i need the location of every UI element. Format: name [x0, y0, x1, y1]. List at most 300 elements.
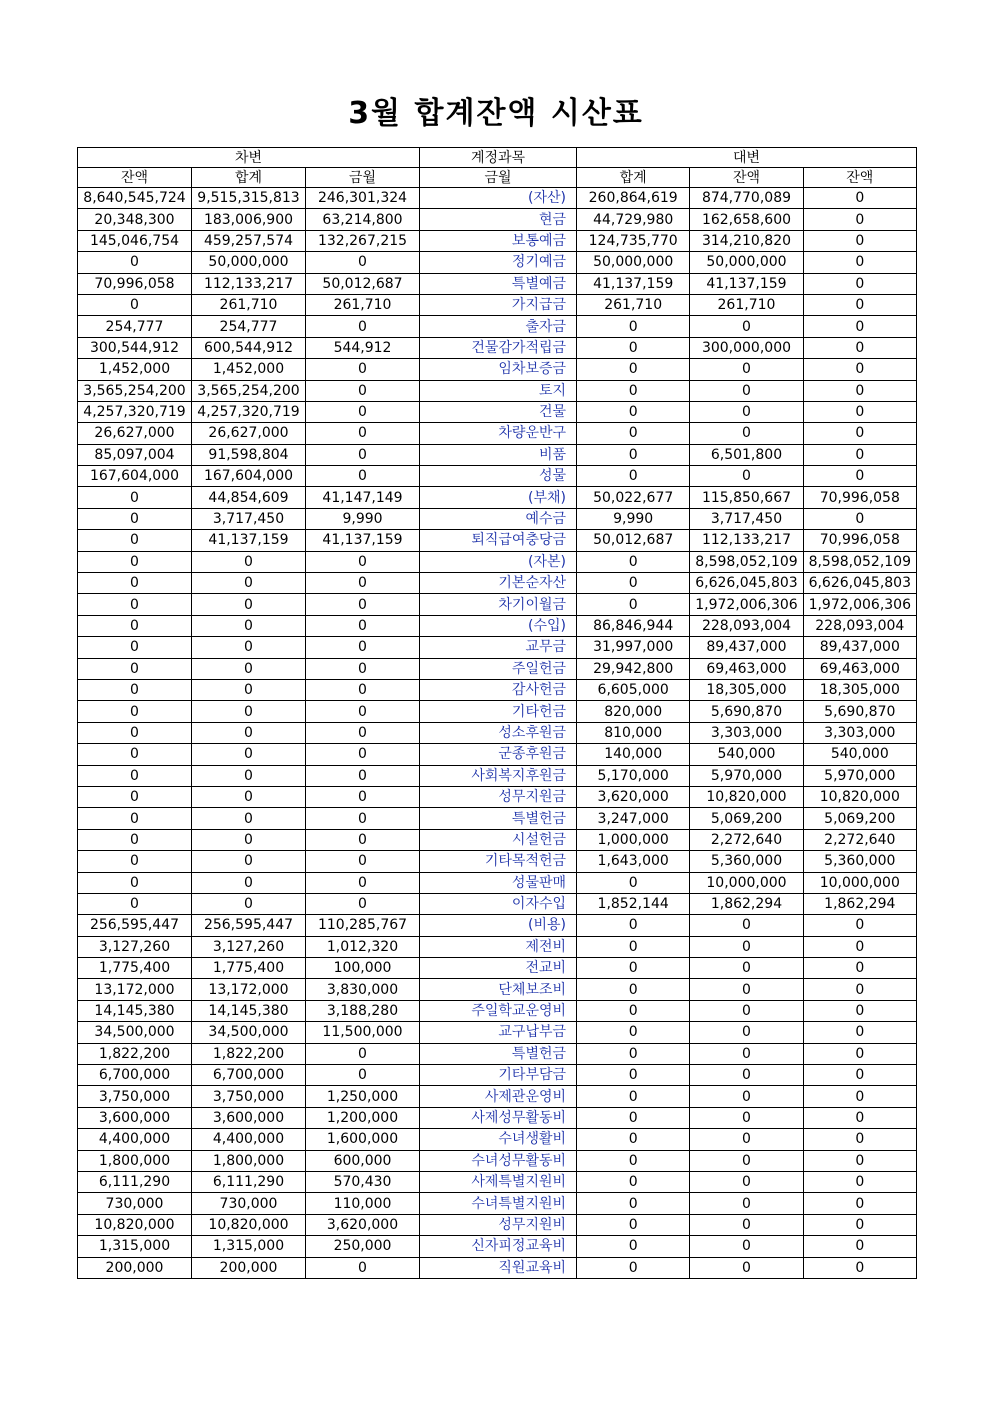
credit-total-cell: 0 — [577, 1086, 690, 1107]
table-row — [78, 423, 917, 444]
credit-col-balance: 잔액 — [690, 168, 803, 188]
debit-month-cell: 63,214,800 — [306, 209, 420, 230]
debit-total-cell: 112,133,217 — [192, 273, 306, 294]
credit-balance-cell: 0 — [690, 380, 803, 401]
table-row — [78, 958, 917, 979]
account-name-cell: 성물판매 — [420, 872, 577, 893]
table-row — [78, 936, 917, 957]
debit-col-total: 합계 — [192, 168, 306, 188]
account-name-cell: 직원교육비 — [420, 1257, 577, 1278]
credit-balance-cell: 0 — [690, 423, 803, 444]
debit-total-cell: 50,000,000 — [192, 252, 306, 273]
debit-month-cell: 1,012,320 — [306, 936, 420, 957]
credit-total-cell: 0 — [577, 423, 690, 444]
credit-total-cell: 3,620,000 — [577, 786, 690, 807]
debit-balance-cell: 1,452,000 — [78, 359, 192, 380]
debit-month-cell: 1,250,000 — [306, 1086, 420, 1107]
account-name-cell: 제전비 — [420, 936, 577, 957]
debit-total-cell: 10,820,000 — [192, 1214, 306, 1235]
debit-month-cell: 0 — [306, 829, 420, 850]
credit-balance-cell: 18,305,000 — [690, 679, 803, 700]
credit-total-cell: 1,643,000 — [577, 851, 690, 872]
table-row — [78, 701, 917, 722]
credit-balance-2-cell: 0 — [803, 915, 916, 936]
debit-balance-cell: 145,046,754 — [78, 230, 192, 251]
debit-month-cell: 0 — [306, 380, 420, 401]
debit-balance-cell: 200,000 — [78, 1257, 192, 1278]
table-row — [78, 915, 917, 936]
credit-balance-2-cell: 0 — [803, 1193, 916, 1214]
credit-balance-2-cell: 540,000 — [803, 744, 916, 765]
table-row — [78, 573, 917, 594]
credit-balance-cell: 1,972,006,306 — [690, 594, 803, 615]
credit-total-cell: 0 — [577, 1000, 690, 1021]
credit-balance-cell: 3,717,450 — [690, 508, 803, 529]
credit-balance-cell: 5,970,000 — [690, 765, 803, 786]
debit-balance-cell: 0 — [78, 851, 192, 872]
credit-total-cell: 3,247,000 — [577, 808, 690, 829]
credit-balance-cell: 1,862,294 — [690, 893, 803, 914]
credit-balance-cell: 540,000 — [690, 744, 803, 765]
debit-month-cell: 0 — [306, 765, 420, 786]
debit-total-cell: 0 — [192, 615, 306, 636]
credit-total-cell: 1,000,000 — [577, 829, 690, 850]
account-name-cell: 주일학교운영비 — [420, 1000, 577, 1021]
account-name-cell: 건물 — [420, 401, 577, 422]
credit-total-cell: 41,137,159 — [577, 273, 690, 294]
credit-balance-cell: 0 — [690, 466, 803, 487]
credit-balance-cell: 0 — [690, 915, 803, 936]
credit-total-cell: 260,864,619 — [577, 188, 690, 209]
debit-total-cell: 1,800,000 — [192, 1150, 306, 1171]
debit-total-cell: 730,000 — [192, 1193, 306, 1214]
account-name-cell: 교무금 — [420, 637, 577, 658]
debit-balance-cell: 167,604,000 — [78, 466, 192, 487]
account-name-cell: 이자수입 — [420, 893, 577, 914]
credit-balance-2-cell: 0 — [803, 401, 916, 422]
table-row — [78, 1214, 917, 1235]
credit-balance-cell: 5,069,200 — [690, 808, 803, 829]
credit-balance-2-cell: 0 — [803, 1129, 916, 1150]
debit-total-cell: 0 — [192, 573, 306, 594]
debit-month-cell: 0 — [306, 551, 420, 572]
account-name-cell: 가지급금 — [420, 294, 577, 315]
credit-total-cell: 0 — [577, 1129, 690, 1150]
debit-total-cell: 44,854,609 — [192, 487, 306, 508]
debit-total-cell: 6,111,290 — [192, 1171, 306, 1192]
debit-month-cell: 0 — [306, 444, 420, 465]
debit-month-cell: 0 — [306, 615, 420, 636]
credit-balance-cell: 300,000,000 — [690, 337, 803, 358]
debit-total-cell: 167,604,000 — [192, 466, 306, 487]
account-name-cell: 성물 — [420, 466, 577, 487]
table-row — [78, 401, 917, 422]
debit-month-cell: 0 — [306, 872, 420, 893]
debit-balance-cell: 3,127,260 — [78, 936, 192, 957]
credit-balance-2-cell: 5,360,000 — [803, 851, 916, 872]
debit-month-cell: 600,000 — [306, 1150, 420, 1171]
debit-balance-cell: 0 — [78, 294, 192, 315]
account-name-cell: 토지 — [420, 380, 577, 401]
credit-balance-cell: 314,210,820 — [690, 230, 803, 251]
table-row — [78, 1065, 917, 1086]
account-name-cell: (수입) — [420, 615, 577, 636]
credit-balance-2-cell: 0 — [803, 1257, 916, 1278]
table-row — [78, 615, 917, 636]
account-name-cell: (자산) — [420, 188, 577, 209]
table-row — [78, 1129, 917, 1150]
debit-balance-cell: 0 — [78, 530, 192, 551]
table-row — [78, 530, 917, 551]
debit-balance-cell: 256,595,447 — [78, 915, 192, 936]
credit-balance-cell: 10,820,000 — [690, 786, 803, 807]
account-name-cell: 단체보조비 — [420, 979, 577, 1000]
debit-month-cell: 3,620,000 — [306, 1214, 420, 1235]
table-row — [78, 230, 917, 251]
credit-balance-2-cell: 0 — [803, 1022, 916, 1043]
debit-col-balance: 잔액 — [78, 168, 192, 188]
account-col: 금월 — [420, 168, 577, 188]
debit-balance-cell: 0 — [78, 573, 192, 594]
debit-total-cell: 0 — [192, 829, 306, 850]
header-row-group — [78, 148, 917, 168]
account-group-header: 계정과목 — [420, 148, 577, 168]
credit-balance-2-cell: 0 — [803, 979, 916, 1000]
debit-balance-cell: 6,700,000 — [78, 1065, 192, 1086]
account-name-cell: 사제특별지원비 — [420, 1171, 577, 1192]
credit-total-cell: 261,710 — [577, 294, 690, 315]
table-row — [78, 508, 917, 529]
debit-balance-cell: 0 — [78, 508, 192, 529]
credit-total-cell: 0 — [577, 380, 690, 401]
debit-balance-cell: 1,775,400 — [78, 958, 192, 979]
credit-balance-2-cell: 0 — [803, 294, 916, 315]
table-row — [78, 786, 917, 807]
credit-balance-2-cell: 0 — [803, 337, 916, 358]
debit-month-cell: 3,830,000 — [306, 979, 420, 1000]
table-row — [78, 1107, 917, 1128]
credit-balance-cell: 5,360,000 — [690, 851, 803, 872]
credit-balance-cell: 0 — [690, 1193, 803, 1214]
table-row — [78, 337, 917, 358]
credit-balance-2-cell: 1,972,006,306 — [803, 594, 916, 615]
trial-balance-table — [77, 147, 917, 1279]
account-name-cell: 기타부담금 — [420, 1065, 577, 1086]
debit-balance-cell: 1,800,000 — [78, 1150, 192, 1171]
table-row — [78, 872, 917, 893]
debit-total-cell: 183,006,900 — [192, 209, 306, 230]
credit-balance-2-cell: 1,862,294 — [803, 893, 916, 914]
credit-balance-2-cell: 0 — [803, 444, 916, 465]
account-name-cell: 임차보증금 — [420, 359, 577, 380]
credit-total-cell: 0 — [577, 1236, 690, 1257]
header-row-columns — [78, 168, 917, 188]
debit-total-cell: 14,145,380 — [192, 1000, 306, 1021]
credit-balance-cell: 0 — [690, 936, 803, 957]
debit-month-cell: 0 — [306, 722, 420, 743]
debit-month-cell: 0 — [306, 637, 420, 658]
debit-month-cell: 50,012,687 — [306, 273, 420, 294]
credit-balance-cell: 41,137,159 — [690, 273, 803, 294]
credit-balance-2-cell: 3,303,000 — [803, 722, 916, 743]
credit-col-balance-2: 잔액 — [803, 168, 916, 188]
credit-balance-cell: 261,710 — [690, 294, 803, 315]
account-name-cell: 주일헌금 — [420, 658, 577, 679]
credit-balance-2-cell: 0 — [803, 1065, 916, 1086]
debit-month-cell: 0 — [306, 701, 420, 722]
table-row — [78, 188, 917, 209]
debit-balance-cell: 0 — [78, 829, 192, 850]
table-body — [78, 188, 917, 1279]
debit-group-header: 차변 — [78, 148, 420, 168]
credit-total-cell: 29,942,800 — [577, 658, 690, 679]
credit-balance-2-cell: 0 — [803, 252, 916, 273]
credit-balance-cell: 0 — [690, 401, 803, 422]
credit-total-cell: 0 — [577, 466, 690, 487]
debit-balance-cell: 300,544,912 — [78, 337, 192, 358]
credit-balance-2-cell: 0 — [803, 508, 916, 529]
table-row — [78, 1000, 917, 1021]
debit-month-cell: 0 — [306, 252, 420, 273]
table-row — [78, 851, 917, 872]
debit-balance-cell: 0 — [78, 252, 192, 273]
account-name-cell: (부채) — [420, 487, 577, 508]
credit-balance-2-cell: 0 — [803, 936, 916, 957]
credit-total-cell: 140,000 — [577, 744, 690, 765]
debit-total-cell: 0 — [192, 679, 306, 700]
table-row — [78, 829, 917, 850]
credit-balance-2-cell: 0 — [803, 1043, 916, 1064]
credit-total-cell: 0 — [577, 915, 690, 936]
account-name-cell: 건물감가적립금 — [420, 337, 577, 358]
debit-month-cell: 0 — [306, 594, 420, 615]
credit-balance-cell: 162,658,600 — [690, 209, 803, 230]
table-row — [78, 380, 917, 401]
debit-balance-cell: 0 — [78, 744, 192, 765]
credit-balance-2-cell: 0 — [803, 1214, 916, 1235]
debit-balance-cell: 4,400,000 — [78, 1129, 192, 1150]
credit-total-cell: 0 — [577, 979, 690, 1000]
credit-balance-2-cell: 70,996,058 — [803, 530, 916, 551]
debit-balance-cell: 85,097,004 — [78, 444, 192, 465]
credit-balance-cell: 0 — [690, 1129, 803, 1150]
account-name-cell: (자본) — [420, 551, 577, 572]
credit-balance-2-cell: 8,598,052,109 — [803, 551, 916, 572]
debit-total-cell: 0 — [192, 722, 306, 743]
table-row — [78, 1043, 917, 1064]
credit-balance-cell: 6,501,800 — [690, 444, 803, 465]
credit-total-cell: 44,729,980 — [577, 209, 690, 230]
credit-total-cell: 86,846,944 — [577, 615, 690, 636]
credit-balance-cell: 0 — [690, 1214, 803, 1235]
table-row — [78, 209, 917, 230]
credit-balance-2-cell: 10,000,000 — [803, 872, 916, 893]
credit-balance-2-cell: 0 — [803, 209, 916, 230]
credit-balance-2-cell: 5,069,200 — [803, 808, 916, 829]
debit-total-cell: 254,777 — [192, 316, 306, 337]
credit-balance-cell: 0 — [690, 1000, 803, 1021]
account-name-cell: 사제관운영비 — [420, 1086, 577, 1107]
debit-balance-cell: 4,257,320,719 — [78, 401, 192, 422]
page-title: 3월 합계잔액 시산표 — [348, 96, 644, 131]
debit-total-cell: 1,315,000 — [192, 1236, 306, 1257]
debit-balance-cell: 0 — [78, 701, 192, 722]
table-row — [78, 722, 917, 743]
account-name-cell: (비용) — [420, 915, 577, 936]
credit-balance-2-cell: 228,093,004 — [803, 615, 916, 636]
credit-total-cell: 0 — [577, 1257, 690, 1278]
credit-balance-2-cell: 0 — [803, 1150, 916, 1171]
credit-balance-2-cell: 6,626,045,803 — [803, 573, 916, 594]
table-row — [78, 679, 917, 700]
debit-month-cell: 3,188,280 — [306, 1000, 420, 1021]
credit-total-cell: 6,605,000 — [577, 679, 690, 700]
account-name-cell: 특별예금 — [420, 273, 577, 294]
account-name-cell: 기타목적헌금 — [420, 851, 577, 872]
credit-balance-2-cell: 5,970,000 — [803, 765, 916, 786]
credit-total-cell: 1,852,144 — [577, 893, 690, 914]
debit-month-cell: 0 — [306, 851, 420, 872]
account-name-cell: 퇴직급여충당금 — [420, 530, 577, 551]
account-name-cell: 수녀특별지원비 — [420, 1193, 577, 1214]
debit-total-cell: 3,565,254,200 — [192, 380, 306, 401]
debit-month-cell: 0 — [306, 786, 420, 807]
debit-balance-cell: 0 — [78, 658, 192, 679]
credit-total-cell: 124,735,770 — [577, 230, 690, 251]
table-row — [78, 273, 917, 294]
debit-total-cell: 13,172,000 — [192, 979, 306, 1000]
debit-balance-cell: 254,777 — [78, 316, 192, 337]
debit-balance-cell: 0 — [78, 808, 192, 829]
credit-balance-cell: 0 — [690, 1086, 803, 1107]
table-row — [78, 594, 917, 615]
credit-total-cell: 0 — [577, 551, 690, 572]
credit-balance-2-cell: 0 — [803, 230, 916, 251]
credit-total-cell: 50,022,677 — [577, 487, 690, 508]
credit-total-cell: 0 — [577, 1193, 690, 1214]
account-name-cell: 전교비 — [420, 958, 577, 979]
debit-total-cell: 0 — [192, 658, 306, 679]
debit-month-cell: 0 — [306, 679, 420, 700]
account-name-cell: 수녀생활비 — [420, 1129, 577, 1150]
credit-total-cell: 5,170,000 — [577, 765, 690, 786]
debit-month-cell: 0 — [306, 1043, 420, 1064]
debit-balance-cell: 8,640,545,724 — [78, 188, 192, 209]
credit-total-cell: 0 — [577, 573, 690, 594]
table-row — [78, 1086, 917, 1107]
debit-total-cell: 3,717,450 — [192, 508, 306, 529]
table-row — [78, 1171, 917, 1192]
account-name-cell: 현금 — [420, 209, 577, 230]
credit-balance-2-cell: 0 — [803, 1086, 916, 1107]
debit-total-cell: 200,000 — [192, 1257, 306, 1278]
credit-balance-2-cell: 18,305,000 — [803, 679, 916, 700]
debit-month-cell: 0 — [306, 808, 420, 829]
table-row — [78, 1022, 917, 1043]
debit-month-cell: 0 — [306, 316, 420, 337]
debit-total-cell: 4,400,000 — [192, 1129, 306, 1150]
account-name-cell: 특별헌금 — [420, 808, 577, 829]
debit-balance-cell: 26,627,000 — [78, 423, 192, 444]
credit-total-cell: 0 — [577, 1043, 690, 1064]
credit-group-header: 대변 — [577, 148, 917, 168]
credit-balance-cell: 0 — [690, 359, 803, 380]
account-name-cell: 성무지원금 — [420, 786, 577, 807]
credit-balance-2-cell: 2,272,640 — [803, 829, 916, 850]
debit-balance-cell: 0 — [78, 594, 192, 615]
table-row — [78, 316, 917, 337]
credit-balance-2-cell: 69,463,000 — [803, 658, 916, 679]
table-row — [78, 744, 917, 765]
credit-balance-cell: 0 — [690, 1150, 803, 1171]
credit-col-total: 합계 — [577, 168, 690, 188]
debit-balance-cell: 0 — [78, 637, 192, 658]
debit-month-cell: 0 — [306, 658, 420, 679]
credit-total-cell: 0 — [577, 444, 690, 465]
credit-balance-2-cell: 0 — [803, 1171, 916, 1192]
debit-total-cell: 0 — [192, 594, 306, 615]
debit-balance-cell: 34,500,000 — [78, 1022, 192, 1043]
table-row — [78, 637, 917, 658]
account-name-cell: 보통예금 — [420, 230, 577, 251]
table-row — [78, 658, 917, 679]
credit-total-cell: 0 — [577, 401, 690, 422]
table-row — [78, 487, 917, 508]
debit-total-cell: 1,775,400 — [192, 958, 306, 979]
credit-balance-2-cell: 0 — [803, 380, 916, 401]
credit-total-cell: 0 — [577, 359, 690, 380]
credit-balance-cell: 0 — [690, 1043, 803, 1064]
table-row — [78, 551, 917, 572]
debit-total-cell: 0 — [192, 786, 306, 807]
table-row — [78, 466, 917, 487]
credit-total-cell: 0 — [577, 872, 690, 893]
debit-balance-cell: 14,145,380 — [78, 1000, 192, 1021]
credit-balance-cell: 874,770,089 — [690, 188, 803, 209]
credit-balance-cell: 115,850,667 — [690, 487, 803, 508]
credit-total-cell: 50,012,687 — [577, 530, 690, 551]
debit-month-cell: 110,000 — [306, 1193, 420, 1214]
credit-balance-2-cell: 10,820,000 — [803, 786, 916, 807]
debit-month-cell: 9,990 — [306, 508, 420, 529]
credit-balance-cell: 0 — [690, 1171, 803, 1192]
table-row — [78, 1236, 917, 1257]
debit-month-cell: 0 — [306, 893, 420, 914]
credit-total-cell: 0 — [577, 1214, 690, 1235]
account-name-cell: 특별헌금 — [420, 1043, 577, 1064]
credit-balance-2-cell: 0 — [803, 423, 916, 444]
credit-balance-cell: 10,000,000 — [690, 872, 803, 893]
credit-balance-2-cell: 5,690,870 — [803, 701, 916, 722]
credit-total-cell: 0 — [577, 936, 690, 957]
credit-total-cell: 9,990 — [577, 508, 690, 529]
credit-balance-cell: 0 — [690, 1022, 803, 1043]
debit-total-cell: 0 — [192, 808, 306, 829]
account-name-cell: 기본순자산 — [420, 573, 577, 594]
account-name-cell: 예수금 — [420, 508, 577, 529]
debit-month-cell: 110,285,767 — [306, 915, 420, 936]
credit-balance-cell: 0 — [690, 958, 803, 979]
debit-balance-cell: 3,750,000 — [78, 1086, 192, 1107]
debit-total-cell: 3,127,260 — [192, 936, 306, 957]
debit-total-cell: 34,500,000 — [192, 1022, 306, 1043]
credit-total-cell: 0 — [577, 1171, 690, 1192]
credit-balance-cell: 0 — [690, 316, 803, 337]
debit-total-cell: 26,627,000 — [192, 423, 306, 444]
debit-balance-cell: 1,315,000 — [78, 1236, 192, 1257]
debit-balance-cell: 0 — [78, 765, 192, 786]
table-row — [78, 1193, 917, 1214]
